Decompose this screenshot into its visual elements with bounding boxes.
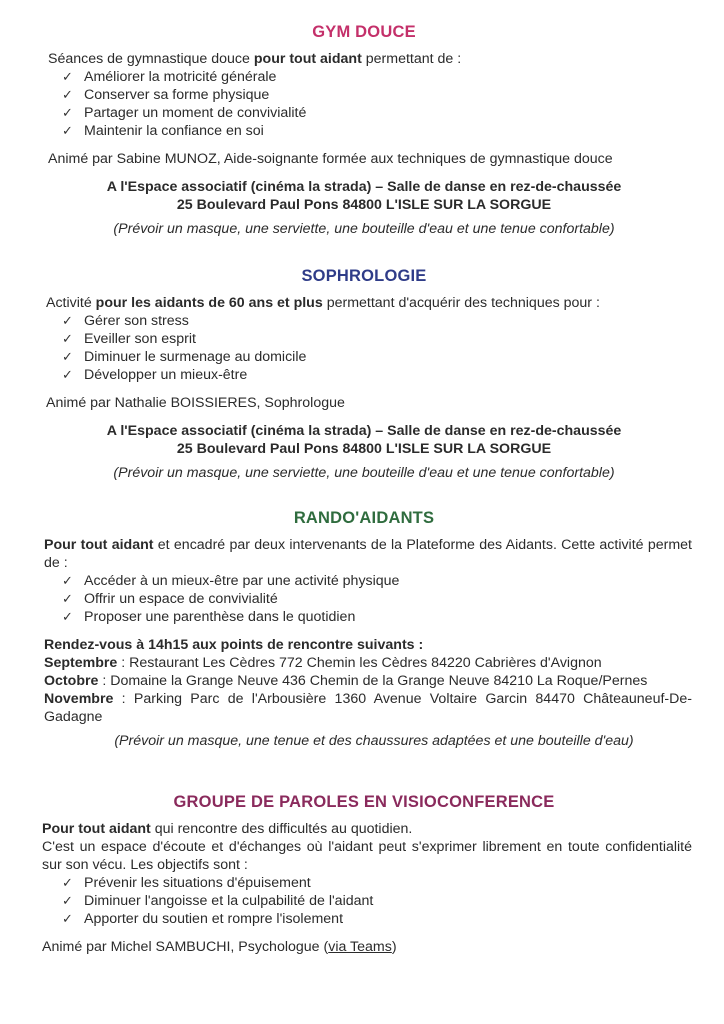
meet-place: : Domaine la Grange Neuve 436 Chemin de la Grange Neuve 84210 La Roque/Pernes	[98, 673, 648, 689]
gym-intro-post: permettant de :	[361, 51, 462, 67]
paroles-list	[36, 874, 692, 928]
rando-list	[36, 572, 692, 626]
list-item-text: Partager un moment de convivialité	[84, 105, 307, 121]
list-item	[36, 608, 692, 626]
sophro-note: (Prévoir un masque, une serviette, une bouteille d'eau et une tenue confortable)	[113, 465, 615, 481]
sophro-animator: Animé par Nathalie BOISSIERES, Sophrologue	[46, 395, 345, 411]
section-groupe-paroles	[36, 792, 692, 956]
list-item	[36, 910, 692, 928]
check-icon: ✓	[62, 349, 73, 364]
meet-month: Octobre	[44, 673, 99, 689]
list-item-text: Apporter du soutien et rompre l'isolement	[84, 911, 344, 927]
list-item	[36, 892, 692, 910]
check-icon: ✓	[62, 313, 73, 328]
sophro-intro-post: permettant d'acquérir des techniques pour :	[322, 295, 600, 311]
section-gym-douce	[36, 22, 692, 238]
list-item	[36, 104, 692, 122]
section-sophrologie	[36, 266, 692, 482]
check-icon: ✓	[62, 69, 73, 84]
list-item	[36, 68, 692, 86]
list-item-text: Diminuer l'angoisse et la culpabilité de l'aidant	[84, 893, 374, 909]
list-item-text: Développer un mieux-être	[84, 367, 248, 383]
gym-note: (Prévoir un masque, une serviette, une bouteille d'eau et une tenue confortable)	[113, 221, 615, 237]
meet-month: Septembre	[44, 655, 118, 671]
check-icon: ✓	[62, 875, 73, 890]
rando-meet-september	[36, 654, 692, 672]
gym-intro-text: Séances de gymnastique douce	[48, 51, 254, 67]
gym-title: GYM DOUCE	[312, 23, 416, 41]
list-item-text: Proposer une parenthèse dans le quotidien	[84, 609, 356, 625]
check-icon: ✓	[62, 87, 73, 102]
list-item	[36, 122, 692, 140]
sophro-list	[36, 312, 692, 384]
check-icon: ✓	[62, 123, 73, 138]
gym-intro-bold: pour tout aidant	[253, 51, 362, 67]
paroles-desc: C'est un espace d'écoute et d'échanges où l'aidant peut s'exprimer librement en toute confidentialité sur son vécu. Les objectifs sont :	[42, 839, 692, 873]
list-item-text: Eveiller son esprit	[84, 331, 196, 347]
paroles-animator	[36, 938, 692, 956]
list-item	[36, 86, 692, 104]
rando-meet-october	[36, 672, 692, 690]
gym-animator: Animé par Sabine MUNOZ, Aide-soignante formée aux techniques de gymnastique douce	[48, 151, 613, 167]
check-icon: ✓	[62, 105, 73, 120]
list-item	[36, 874, 692, 892]
gym-intro	[36, 50, 692, 68]
list-item	[36, 590, 692, 608]
check-icon: ✓	[62, 367, 73, 382]
sophro-intro-text: Activité	[46, 295, 96, 311]
list-item-text: Prévenir les situations d'épuisement	[84, 875, 311, 891]
paroles-intro-bold: Pour tout aidant	[42, 821, 151, 837]
rando-intro-text: et encadré par deux intervenants de la Plateforme des Aidants. Cette activité permet de :	[44, 537, 692, 571]
check-icon: ✓	[62, 893, 73, 908]
meet-month: Novembre	[44, 691, 114, 707]
rando-intro	[36, 536, 692, 572]
sophro-place-line1: A l'Espace associatif (cinéma la strada) – Salle de danse en rez-de-chaussée	[106, 423, 622, 439]
list-item	[36, 330, 692, 348]
list-item-text: Gérer son stress	[84, 313, 189, 329]
list-item-text: Diminuer le surmenage au domicile	[84, 349, 307, 365]
list-item	[36, 312, 692, 330]
rando-title: RANDO'AIDANTS	[293, 509, 435, 527]
gym-place-line2: 25 Boulevard Paul Pons 84800 L'ISLE SUR LA SORGUE	[176, 197, 552, 213]
sophro-title: SOPHROLOGIE	[301, 267, 427, 285]
meet-place: : Restaurant Les Cèdres 772 Chemin les Cèdres 84220 Cabrières d'Avignon	[117, 655, 602, 671]
paroles-animator-close: )	[391, 939, 397, 955]
list-item	[36, 348, 692, 366]
sophro-intro-bold: pour les aidants de 60 ans et plus	[95, 295, 323, 311]
gym-place-line1: A l'Espace associatif (cinéma la strada) – Salle de danse en rez-de-chaussée	[106, 179, 622, 195]
list-item-text: Offrir un espace de convivialité	[84, 591, 278, 607]
list-item-text: Accéder à un mieux-être par une activité physique	[84, 573, 400, 589]
list-item-text: Conserver sa forme physique	[84, 87, 270, 103]
paroles-animator-text: Animé par Michel SAMBUCHI, Psychologue (	[42, 939, 329, 955]
section-rando-aidants	[36, 508, 692, 750]
list-item	[36, 366, 692, 384]
check-icon: ✓	[62, 591, 73, 606]
rando-meet-heading: Rendez-vous à 14h15 aux points de rencontre suivants :	[44, 637, 424, 653]
check-icon: ✓	[62, 911, 73, 926]
sophro-intro	[36, 294, 692, 312]
check-icon: ✓	[62, 609, 73, 624]
check-icon: ✓	[62, 331, 73, 346]
rando-note: (Prévoir un masque, une tenue et des chaussures adaptées et une bouteille d'eau)	[114, 733, 634, 749]
gym-list	[36, 68, 692, 140]
via-teams-link[interactable]: via Teams	[328, 939, 392, 955]
list-item-text: Maintenir la confiance en soi	[84, 123, 264, 139]
meet-place: : Parking Parc de l'Arbousière 1360 Avenue Voltaire Garcin 84470 Châteauneuf-De-Gadagne	[44, 691, 692, 725]
rando-intro-bold: Pour tout aidant	[44, 537, 154, 553]
list-item-text: Améliorer la motricité générale	[84, 69, 277, 85]
list-item	[36, 572, 692, 590]
check-icon: ✓	[62, 573, 73, 588]
paroles-intro	[36, 820, 692, 838]
sophro-place-line2: 25 Boulevard Paul Pons 84800 L'ISLE SUR LA SORGUE	[176, 441, 552, 457]
rando-meet-november	[36, 690, 692, 726]
paroles-intro-text: qui rencontre des difficultés au quotidien.	[150, 821, 413, 837]
paroles-title: GROUPE DE PAROLES EN VISIOCONFERENCE	[173, 793, 555, 811]
